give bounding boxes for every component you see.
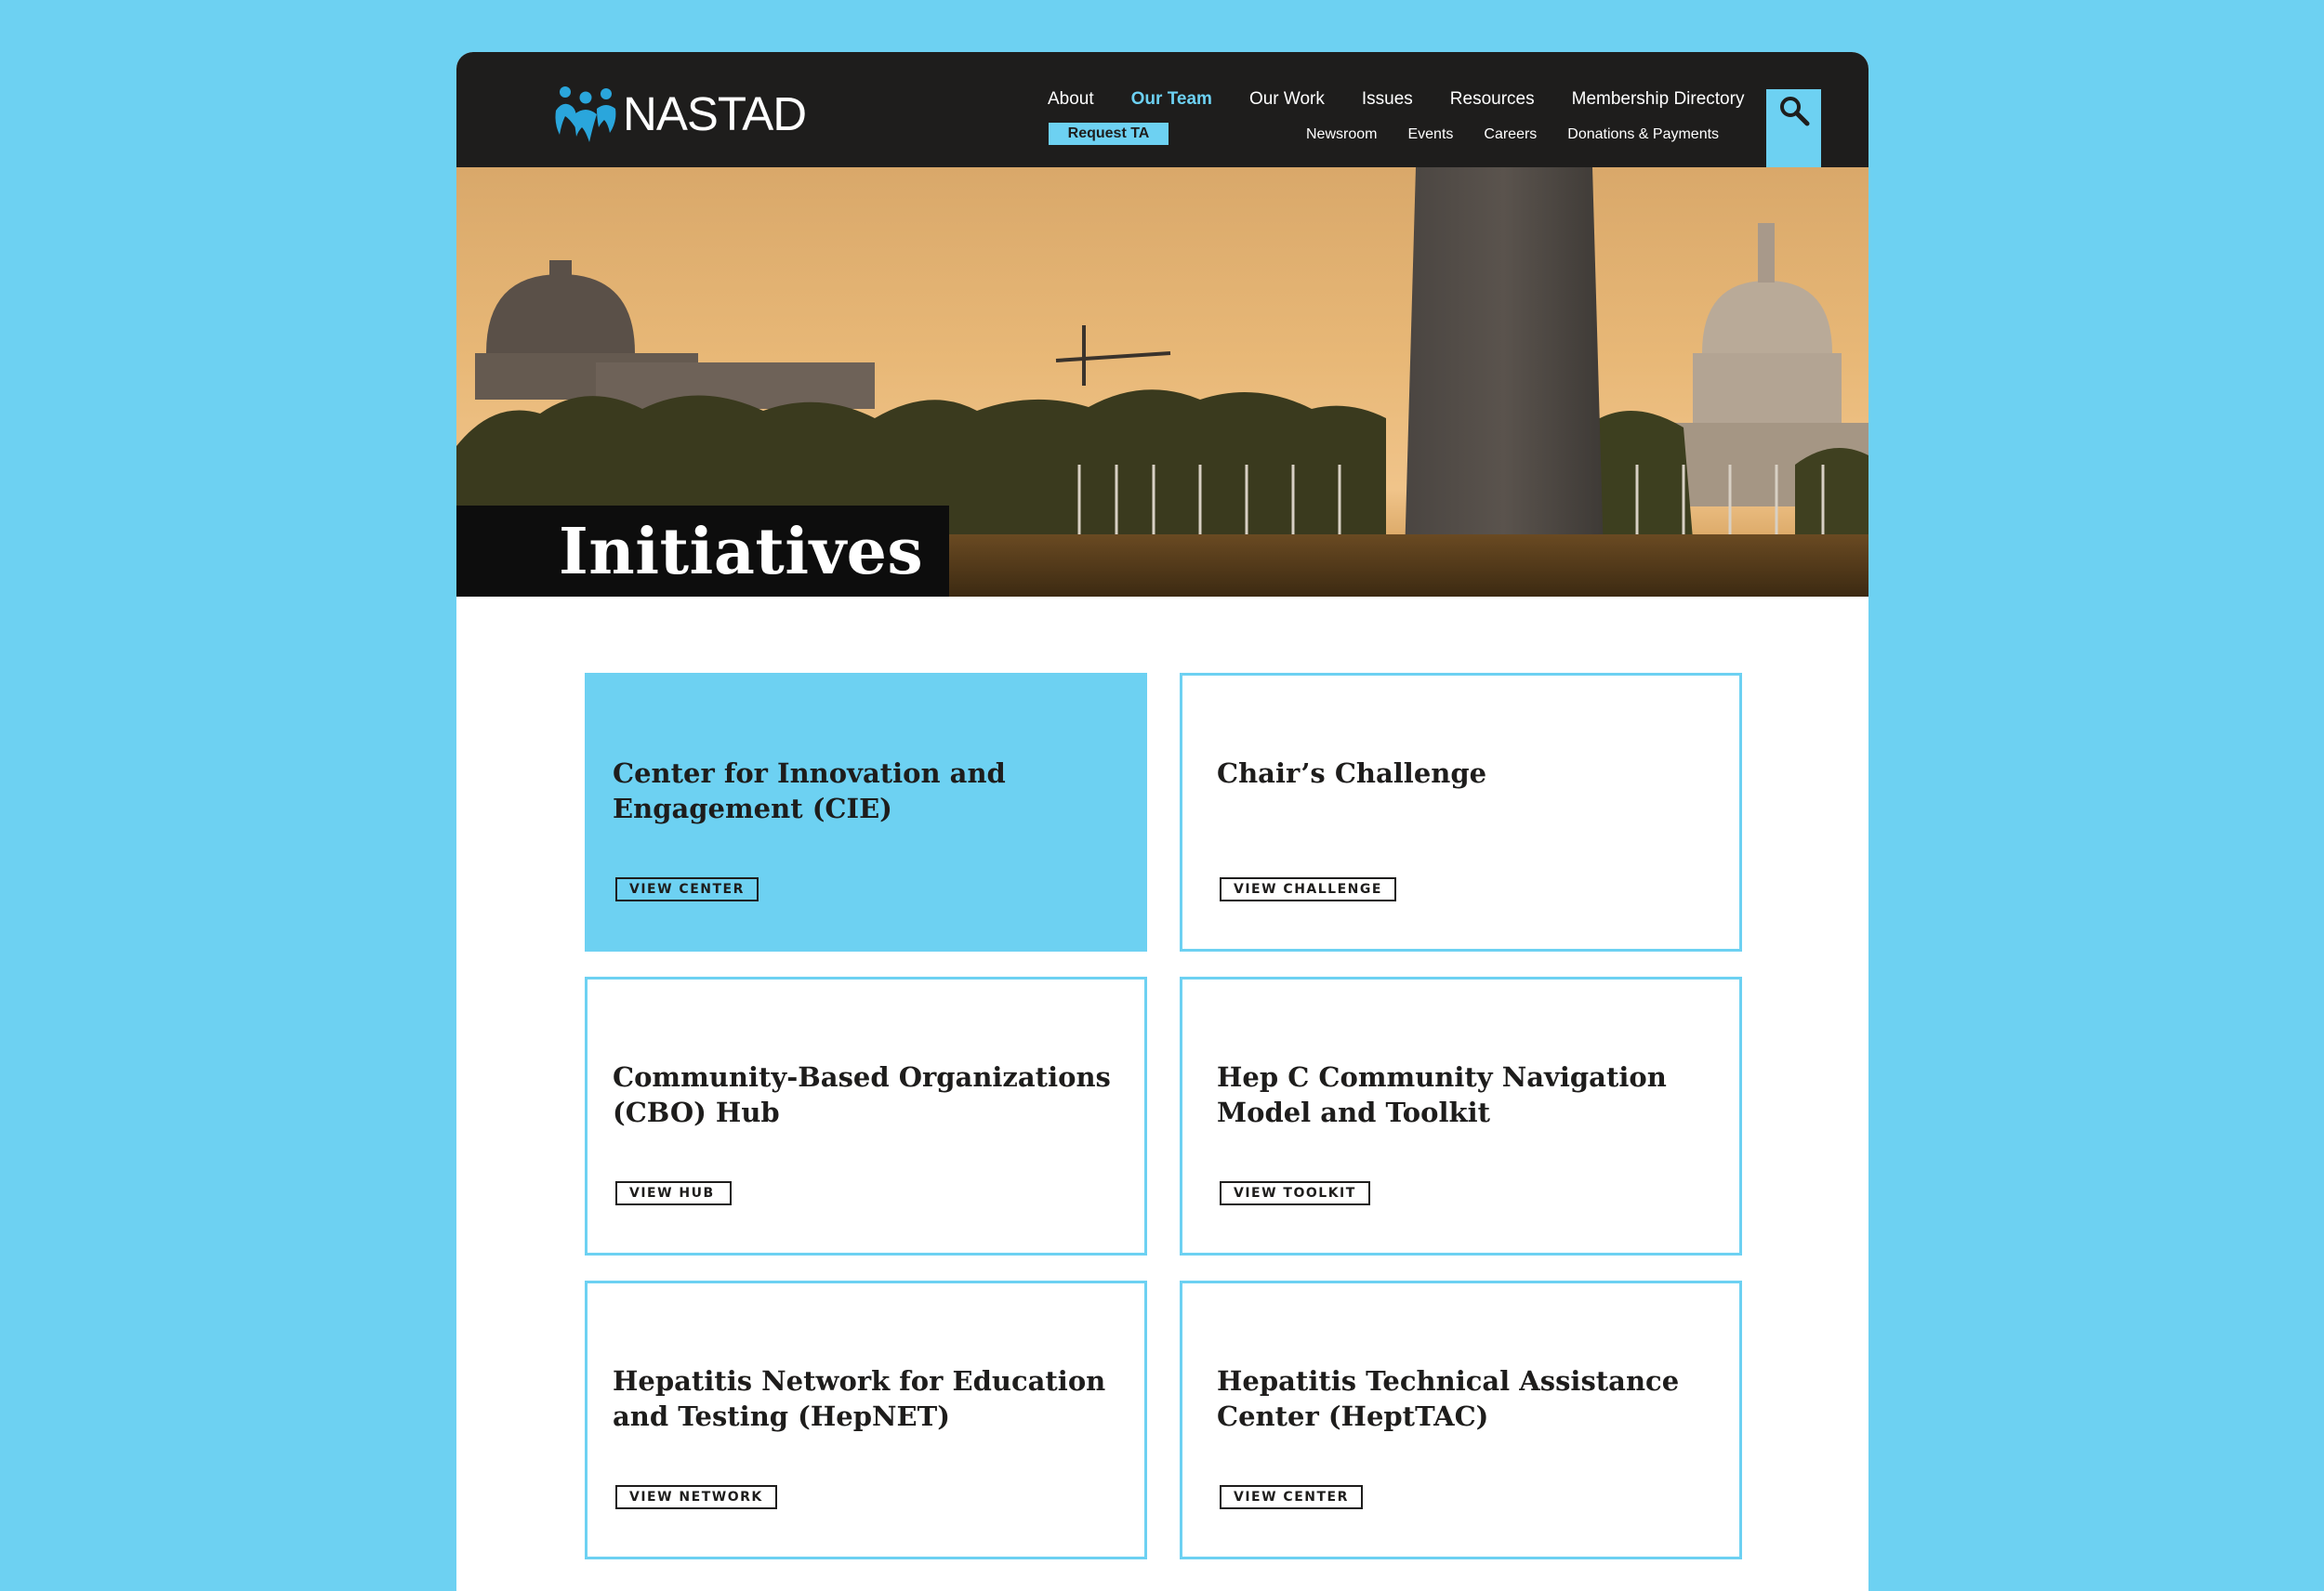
card-title: Hepatitis Technical Assistance Center (HeptTAC) xyxy=(1217,1365,1680,1432)
card-chairs-challenge[interactable] xyxy=(1180,673,1742,952)
logo-wordmark: NASTAD xyxy=(623,86,807,140)
card-title: Chair’s Challenge xyxy=(1217,757,1487,789)
card-hep-c-toolkit[interactable] xyxy=(1180,977,1742,1256)
view-center-button[interactable]: VIEW CENTER xyxy=(1220,1485,1363,1509)
view-toolkit-button[interactable]: VIEW TOOLKIT xyxy=(1220,1181,1370,1205)
nav-newsroom[interactable]: Newsroom xyxy=(1306,126,1378,142)
card-hepttac[interactable] xyxy=(1180,1281,1742,1559)
secondary-nav xyxy=(1306,126,1719,149)
page-title: Initiatives xyxy=(559,515,924,589)
nav-membership-directory[interactable]: Membership Directory xyxy=(1571,89,1745,109)
hero-title-box xyxy=(456,506,949,597)
view-network-button[interactable]: VIEW NETWORK xyxy=(615,1485,777,1509)
card-title: Hepatitis Network for Education and Testing (HepNET) xyxy=(613,1365,1106,1432)
nav-about[interactable]: About xyxy=(1048,89,1094,109)
card-title: Community-Based Organizations (CBO) Hub xyxy=(613,1061,1111,1128)
logo[interactable] xyxy=(552,84,806,143)
nav-careers[interactable]: Careers xyxy=(1484,126,1538,142)
nastad-people-icon xyxy=(552,83,621,144)
nav-our-work[interactable]: Our Work xyxy=(1248,89,1325,109)
view-center-button[interactable]: VIEW CENTER xyxy=(615,877,759,901)
nav-events[interactable]: Events xyxy=(1407,126,1454,142)
browser-page xyxy=(456,52,1868,1591)
card-title: Hep C Community Navigation Model and Toolkit xyxy=(1217,1061,1667,1128)
nav-resources[interactable]: Resources xyxy=(1449,89,1535,109)
search-button[interactable] xyxy=(1766,89,1821,167)
nav-donations-payments[interactable]: Donations & Payments xyxy=(1567,126,1720,142)
card-title: Center for Innovation and Engagement (CIE) xyxy=(613,757,1006,824)
card-cbo-hub[interactable] xyxy=(585,977,1147,1256)
view-challenge-button[interactable]: VIEW CHALLENGE xyxy=(1220,877,1396,901)
nav-issues[interactable]: Issues xyxy=(1361,89,1413,109)
search-icon xyxy=(1778,95,1810,126)
nav-our-team[interactable]: Our Team xyxy=(1130,89,1212,109)
view-hub-button[interactable]: VIEW HUB xyxy=(615,1181,732,1205)
primary-nav xyxy=(1048,89,1744,117)
site-header xyxy=(456,52,1868,167)
card-cie[interactable] xyxy=(585,673,1147,952)
card-hepnet[interactable] xyxy=(585,1281,1147,1559)
request-ta-button[interactable]: Request TA xyxy=(1049,123,1169,145)
